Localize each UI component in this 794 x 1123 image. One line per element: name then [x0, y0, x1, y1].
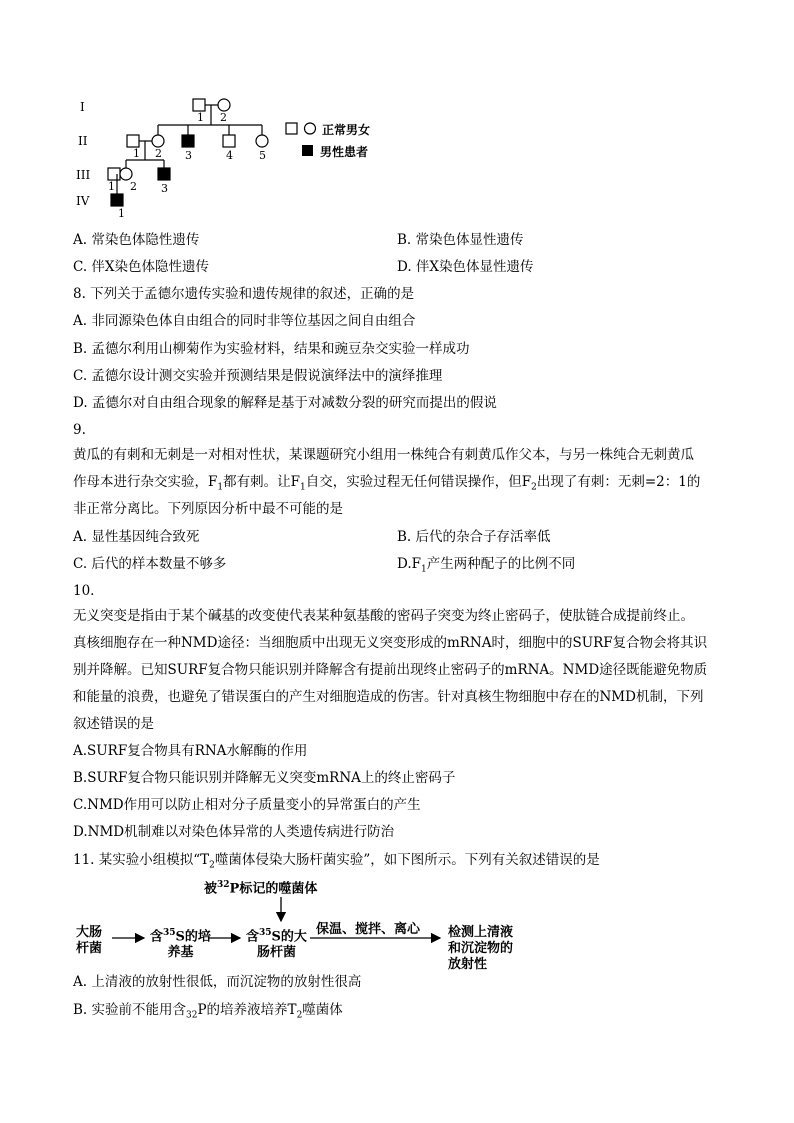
flow-box1-line2: 杆菌	[76, 941, 103, 956]
q9-option-d-sub: 1	[421, 564, 427, 575]
flow-box-medium	[150, 925, 211, 961]
q9-sub-f1-b: 1	[299, 482, 306, 493]
II-2-number: 2	[155, 147, 162, 160]
q8-stem: 8. 下列关于孟德尔遗传实验和遗传规律的叙述，正确的是	[73, 286, 415, 302]
q9-option-d-part-a: D.F	[397, 556, 422, 572]
flow-box2-a: 含	[150, 929, 164, 945]
II-5-female	[256, 135, 268, 147]
q11-option-b-sub: 32	[186, 1010, 198, 1021]
legend-affected-icon	[301, 144, 315, 158]
flow-box2-line2: 养基	[167, 945, 194, 961]
flow-top-part-a: 被	[204, 881, 218, 897]
generation-label-1: I	[80, 100, 85, 114]
flow-box-detect	[448, 925, 513, 973]
flow-box2-line1	[150, 925, 211, 945]
III-1-male	[108, 168, 120, 180]
q7-option-d: D. 伴X染色体显性遗传	[397, 259, 534, 275]
legend-normal-label: 正常男女	[322, 123, 371, 137]
flow-step-process: 保温、搅拌、离心	[316, 922, 421, 937]
legend-affected-label: 男性患者	[320, 145, 369, 159]
q9-stem-line3: 非正常分离比。下列原因分析中最不可能的是	[73, 501, 343, 517]
flow-box5-line2: 和沉淀物的	[448, 941, 514, 956]
q10-stem-line3: 别并降解。已知SURF复合物只能识别并降解含有提前出现终止密码子的mRNA。NMD途径既能避免物质	[73, 662, 708, 678]
q7-option-b: B. 常染色体显性遗传	[397, 232, 524, 248]
II-1-male	[127, 135, 139, 147]
pedigree-lines	[70, 94, 290, 224]
flow-top-part-b: P标记的噬菌体	[229, 881, 318, 897]
flow-box2-b: S的培	[175, 929, 211, 945]
flow-box3-b: S的大	[271, 929, 307, 945]
q9-number: 9.	[73, 422, 86, 438]
q11-option-b-part-a: B. 实验前不能用含	[73, 1002, 187, 1018]
q11-stem	[73, 851, 600, 875]
q9-line2-part-d: 出现了有刺：无刺=2：1的	[536, 474, 701, 490]
q9-sub-f2: 2	[531, 482, 537, 493]
q11-option-a: A. 上清液的放射性很低，而沉淀物的放射性很高	[73, 974, 362, 990]
II-3-number: 3	[185, 149, 192, 162]
III-2-number: 2	[130, 180, 137, 193]
flow-box-labeled-ecoli	[246, 925, 307, 961]
II-2-female	[152, 135, 164, 147]
q9-line2-part-a: 作母本进行杂交实验，F	[73, 474, 218, 490]
q7-option-a: A. 常染色体隐性遗传	[73, 232, 200, 248]
III-2-female	[120, 168, 132, 180]
flow-box3-a: 含	[246, 929, 260, 945]
IV-1-affected-male	[111, 194, 123, 206]
q10-option-b: B.SURF复合物只能识别并降解无义突变mRNA上的终止密码子	[73, 770, 456, 786]
q10-option-a: A.SURF复合物具有RNA水解酶的作用	[73, 743, 308, 759]
q9-stem-line2	[73, 473, 700, 497]
q11-stem-part-b: 噬菌体侵染大肠杆菌实验”，如下图所示。下列有关叙述错误的是	[214, 852, 600, 868]
flow-box-ecoli	[76, 925, 102, 957]
generation-label-3: III	[76, 168, 91, 182]
q8-option-d: D. 孟德尔对自由组合现象的解释是基于对减数分裂的研究而提出的假说	[73, 395, 497, 411]
q10-option-c: C.NMD作用可以防止相对分子质量变小的异常蛋白的产生	[73, 797, 421, 813]
II-4-number: 4	[226, 149, 233, 162]
flow-box3-line1	[246, 925, 307, 945]
q11-option-b-sub2: 2	[296, 1010, 303, 1021]
flow-diagram	[70, 875, 550, 970]
q8-option-b: B. 孟德尔利用山柳菊作为实验材料，结果和豌豆杂交实验一样成功	[73, 341, 470, 357]
q9-option-a: A. 显性基因纯合致死	[73, 529, 200, 545]
flow-box2-sup: 35	[163, 928, 176, 938]
q11-option-b-part-b: P的培养液培养T	[197, 1002, 297, 1018]
III-1-number: 1	[108, 180, 115, 193]
q10-number: 10.	[73, 583, 95, 599]
flow-box5-line3: 放射性	[448, 957, 488, 972]
II-5-number: 5	[259, 149, 266, 162]
III-3-affected-male	[158, 168, 170, 180]
q10-stem-line5: 叙述错误的是	[73, 716, 154, 732]
q9-option-c: C. 后代的样本数量不够多	[73, 556, 227, 572]
q8-option-a: A. 非同源染色体自由组合的同时非等位基因之间自由组合	[73, 313, 416, 329]
II-3-affected-male	[182, 135, 194, 147]
I-2-number: 2	[220, 111, 227, 124]
I-1-male	[193, 99, 205, 111]
flow-top-sup: 32	[217, 880, 230, 890]
q9-sub-f1-a: 1	[217, 482, 224, 493]
q8-option-c: C. 孟德尔设计测交实验并预测结果是假说演绎法中的演绎推理	[73, 368, 443, 384]
generation-label-4: IV	[76, 194, 90, 208]
flow-box5-line1: 检测上清液	[448, 925, 514, 940]
III-3-number: 3	[161, 182, 168, 195]
q11-stem-part-a: 11. 某实验小组模拟“T	[73, 852, 210, 868]
q9-line2-part-c: 自交，实验过程无任何错误操作，但F	[305, 474, 532, 490]
q9-stem-line1: 黄瓜的有刺和无刺是一对相对性状，某课题研究小组用一株纯合有刺黄瓜作父本，与另一株纯合无刺黄瓜	[73, 447, 694, 463]
II-1-number: 1	[133, 147, 140, 160]
IV-1-number: 1	[118, 207, 125, 220]
II-4-male	[223, 135, 235, 147]
q11-option-b-part-c: 噬菌体	[302, 1002, 343, 1018]
pedigree-chart	[70, 94, 400, 224]
flow-box1-line1: 大肠	[76, 925, 103, 940]
q11-option-b	[73, 1001, 343, 1025]
I-1-number: 1	[197, 111, 204, 124]
I-2-female	[218, 99, 230, 111]
q10-stem-line1: 无义突变是指由于某个碱基的改变使代表某种氨基酸的密码子突变为终止密码子，使肽链合成提前终止。	[73, 608, 694, 624]
generation-label-2: II	[78, 134, 88, 148]
q10-stem-line2: 真核细胞存在一种NMD途径：当细胞质中出现无义突变形成的mRNA时，细胞中的SURF复合物会将其识	[73, 635, 708, 651]
flow-box3-sup: 35	[259, 928, 272, 938]
q7-option-c: C. 伴X染色体隐性遗传	[73, 259, 210, 275]
q9-option-d-part-b: 产生两种配子的比例不同	[426, 556, 576, 572]
q11-stem-sub: 2	[209, 860, 215, 871]
q10-stem-line4: 和能量的浪费，也避免了错误蛋白的产生对细胞造成的伤害。针对真核生物细胞中存在的NMD机制，下列	[73, 689, 704, 705]
legend-normal-icon	[285, 122, 321, 136]
flow-box3-line2: 肠杆菌	[256, 945, 296, 961]
q9-line2-part-b: 都有刺。让F	[223, 474, 300, 490]
q9-option-d	[397, 555, 575, 579]
q9-option-b: B. 后代的杂合子存活率低	[397, 529, 551, 545]
q10-option-d: D.NMD机制难以对染色体异常的人类遗传病进行防治	[73, 824, 395, 840]
